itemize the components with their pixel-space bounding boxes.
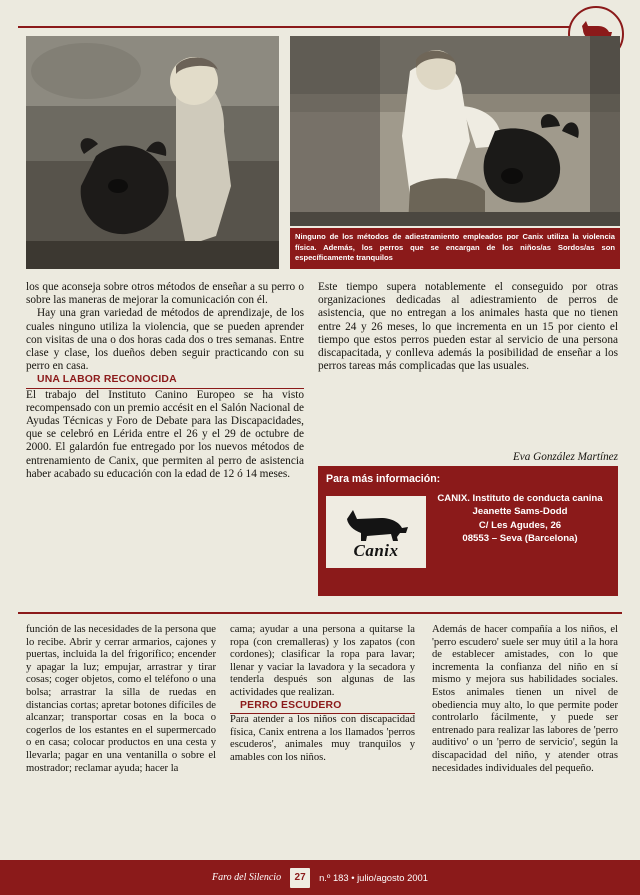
- section-heading-una-labor-reconocida: UNA LABOR RECONOCIDA: [26, 373, 304, 388]
- lower-column-1: [26, 624, 216, 775]
- info-line-1: CANIX. Instituto de conducta canina: [437, 493, 603, 504]
- dog-logo-icon: [337, 503, 415, 543]
- article-column-right: [318, 281, 618, 373]
- paragraph: El trabajo del Instituto Canino Europeo se ha visto recompensado con un premio accésit en el Salón Nacional de Ayudas Técnicas y Foro de Debate para las Discapacidades, que se celebró en Lérida entre el 26 y el 29 de octubre de 2000. El galardón fue entregado por los nuevos métodos de entrenamiento de Canix, que permiten al perro de asistencia haber acabado su educación con la edad de 12 ó 14 meses.: [26, 388, 304, 480]
- info-line-4: 08553 – Seva (Barcelona): [462, 533, 578, 545]
- photo-caption: Ninguno de los métodos de adiestramiento empleados por Canix utiliza la violencia física. Además, los perros que se encargan de los niños/as Sordos/as son específicamente tranquilos: [290, 228, 620, 269]
- footer: [0, 860, 640, 895]
- lower-section-divider: [18, 612, 622, 614]
- page-number: 27: [290, 868, 310, 888]
- info-line-2: Jeanette Sams-Dodd: [472, 506, 568, 518]
- photo-trainer-with-dog: [290, 36, 620, 226]
- contact-info-box: [318, 466, 618, 596]
- paragraph: cama; ayudar a una persona a quitarse la ropa (con cremalleras) y los zapatos (con cordones); clasificar la ropa para lavar; llenar y vaciar la lavadora y la secadora y tenderla después son algunas de las actividades que realizan.: [230, 624, 415, 698]
- info-box-body: [430, 492, 610, 546]
- paragraph: Para atender a los niños con discapacidad física, Canix entrena a los llamados 'perros escuderos', animales muy tranquilos y amables con los niños.: [230, 714, 415, 763]
- section-heading-perro-escudero: PERRO ESCUDERO: [230, 700, 415, 715]
- top-divider-rule: [18, 26, 622, 28]
- paragraph: función de las necesidades de la persona que lo recibe. Abrir y cerrar armarios, cajones y puertas, incluida la del frigorífico; encender y apagar la luz; empujar, arrastrar y tirar cosas; coger objetos, como el teléfono o una bolsa; arrastrar la silla de ruedas en distancias cortas; apretar botones difíciles de alcanzar; transportar cosas en la boca o cogerlos de los estantes en el supermercado o en casa; colocar productos en una cesta y llevarla; pagar en una ventanilla o sobre el mostrador; reclamar ayuda; hacer la: [26, 624, 216, 774]
- lower-column-2: [230, 624, 415, 765]
- info-box-title: Para más información:: [326, 473, 441, 485]
- paragraph: Este tiempo supera notablemente el conseguido por otras organizaciones dedicadas al adiestramiento de perros de asistencia, que no entregan a los animales hasta que no tienen entre 24 y 26 meses, lo que incrementa en un 15 por ciento el tiempo que estos perros pueden estar al servicio de una persona discapacitada, y conlleva además la posibilidad de enseñar a los perros tareas más complicadas que las usuales.: [318, 281, 618, 373]
- footer-magazine-title: Faro del Silencio: [212, 872, 282, 883]
- canix-logo: [326, 496, 426, 568]
- info-line-3: C/ Les Agudes, 26: [478, 519, 562, 531]
- lower-column-3: [432, 624, 618, 775]
- paragraph: los que aconseja sobre otros métodos de enseñar a su perro o sobre las maneras de mejorar la comunicación con él.: [26, 281, 304, 307]
- paragraph: Además de hacer compañía a los niños, el 'perro escudero' suele ser muy útil a la hora de establecer amistades, con lo que incrementa la confianza del niño en sí mismo y mejora sus habilidades sociales. Estos animales tienen un nivel de obediencia muy alto, lo que permite poder controlarlo fácilmente, y puede ser entrenado para realizar las labores de 'perro auditivo' o un 'perro de servicio', según la discapacidad del niño, y atender otras necesidades individuales del pequeño.: [432, 624, 618, 774]
- paragraph: Hay una gran variedad de métodos de aprendizaje, de los cuales ninguno utiliza la violencia, que se pueden aprender con visitas de una o dos horas cada dos o tres semanas. Entre clase y clase, los dueños deben seguir practicando con su perro en casa.: [26, 307, 304, 373]
- photo-child-with-dog: [26, 36, 279, 269]
- canix-wordmark: Canix: [353, 541, 399, 560]
- article-column-left: [26, 281, 304, 481]
- footer-issue-info: n.º 183 • julio/agosto 2001: [319, 872, 428, 883]
- article-byline: Eva González Martínez: [512, 451, 618, 463]
